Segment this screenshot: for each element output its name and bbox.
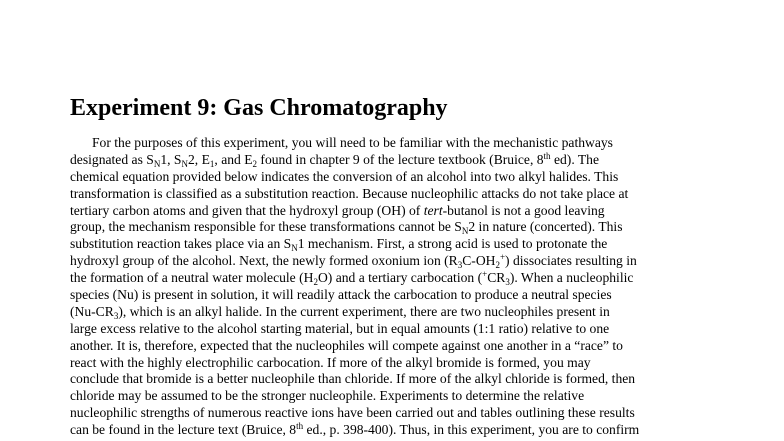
text-run: -butanol is not a good leaving — [442, 202, 605, 218]
text-run: ed). The — [550, 151, 600, 167]
text-run: 1 mechanism. First, a strong acid is used to protonate the — [297, 236, 608, 252]
text-run: transformation is classified as a substitution reaction. Because nucleophilic attacks do not take place at — [70, 185, 629, 201]
text-run: 2, E — [187, 151, 210, 167]
subscript-text: 2 — [313, 277, 318, 288]
text-run: large excess relative to the alcohol starting material, but in equal amounts (1:1 ratio) relative to one — [70, 320, 610, 336]
text-run: , and E — [214, 151, 253, 167]
text-run: the formation of a neutral water molecule (H — [70, 270, 314, 286]
text-run: CR — [487, 270, 506, 286]
subscript-text: N — [291, 243, 298, 254]
page-title: Experiment 9: Gas Chromatography — [70, 95, 448, 121]
text-line — [70, 388, 784, 405]
subscript-text: 2 — [252, 158, 258, 169]
text-line — [70, 304, 784, 321]
text-run: O) and a tertiary carbocation ( — [317, 270, 483, 286]
text-run: group, the mechanism responsible for these transformations cannot be S — [70, 219, 462, 235]
text-line — [70, 203, 784, 220]
subscript-text: 3 — [113, 310, 119, 321]
text-line — [70, 135, 784, 152]
text-run: tert — [423, 202, 443, 218]
subscript-text: 3 — [505, 277, 510, 288]
text-run: ). When a nucleophilic — [509, 270, 634, 286]
text-run: ) dissociates resulting in — [505, 253, 637, 269]
text-run: react with the highly electrophilic carbocation. If more of the alkyl bromide is formed, you may — [70, 354, 591, 370]
text-run: designated as S — [70, 151, 154, 167]
text-line — [70, 152, 784, 169]
text-line — [70, 236, 784, 253]
text-run: ed., p. 398-400). Thus, in this experiment, you are to confirm — [303, 422, 640, 438]
text-run: 1, S — [160, 151, 182, 167]
text-run: For the purposes of this experiment, you will need to be familiar with the mechanistic pathways — [92, 135, 613, 150]
text-run: tertiary carbon atoms and given that the hydroxyl group (OH) of — [70, 202, 424, 218]
text-run: chemical equation provided below indicates the conversion of an alcohol into two alkyl halides. This — [70, 168, 619, 184]
text-line — [70, 422, 784, 439]
text-run: can be found in the lecture text (Bruice, 8 — [70, 422, 297, 438]
text-line — [70, 405, 784, 422]
body-paragraph — [70, 135, 784, 439]
text-run: 2 in nature (concerted). This — [468, 219, 623, 235]
text-line — [70, 287, 784, 304]
text-line — [70, 270, 784, 287]
text-run: hydroxyl group of the alcohol. Next, the newly formed oxonium ion (R — [70, 253, 458, 269]
text-run: species (Nu) is present in solution, it will readily attack the carbocation to produce a neutral species — [70, 287, 612, 303]
text-run: nucleophilic strengths of numerous reactive ions have been carried out and tables outlining these results — [70, 405, 635, 421]
text-line — [70, 186, 784, 203]
text-line — [70, 338, 784, 355]
text-run: ), which is an alkyl halide. In the current experiment, there are two nucleophiles present in — [118, 303, 610, 319]
text-run: another. It is, therefore, expected that the nucleophiles will compete against one another in a “race” to — [70, 337, 623, 353]
text-run: C-OH — [462, 253, 496, 269]
subscript-text: N — [153, 158, 161, 169]
superscript-text: + — [499, 252, 506, 263]
subscript-text: 3 — [457, 260, 463, 271]
subscript-text: N — [181, 158, 188, 169]
text-line — [70, 355, 784, 372]
text-run: substitution reaction takes place via an S — [70, 236, 292, 252]
text-line — [70, 219, 784, 236]
subscript-text: N — [461, 226, 469, 237]
text-line — [70, 169, 784, 186]
subscript-text: 1 — [209, 158, 215, 169]
text-run: conclude that bromide is a better nucleophile than chloride. If more of the alkyl chloride is formed, then — [70, 371, 636, 387]
superscript-text: th — [543, 150, 551, 161]
text-run: (Nu-CR — [70, 303, 114, 319]
text-line — [70, 371, 784, 388]
text-line — [70, 253, 784, 270]
text-line — [70, 321, 784, 338]
superscript-text: + — [482, 269, 488, 280]
superscript-text: th — [296, 421, 304, 432]
subscript-text: 2 — [495, 260, 500, 271]
text-run: chloride may be assumed to be the stronger nucleophile. Experiments to determine the relative — [70, 388, 585, 404]
text-run: found in chapter 9 of the lecture textbook (Bruice, 8 — [257, 151, 544, 167]
